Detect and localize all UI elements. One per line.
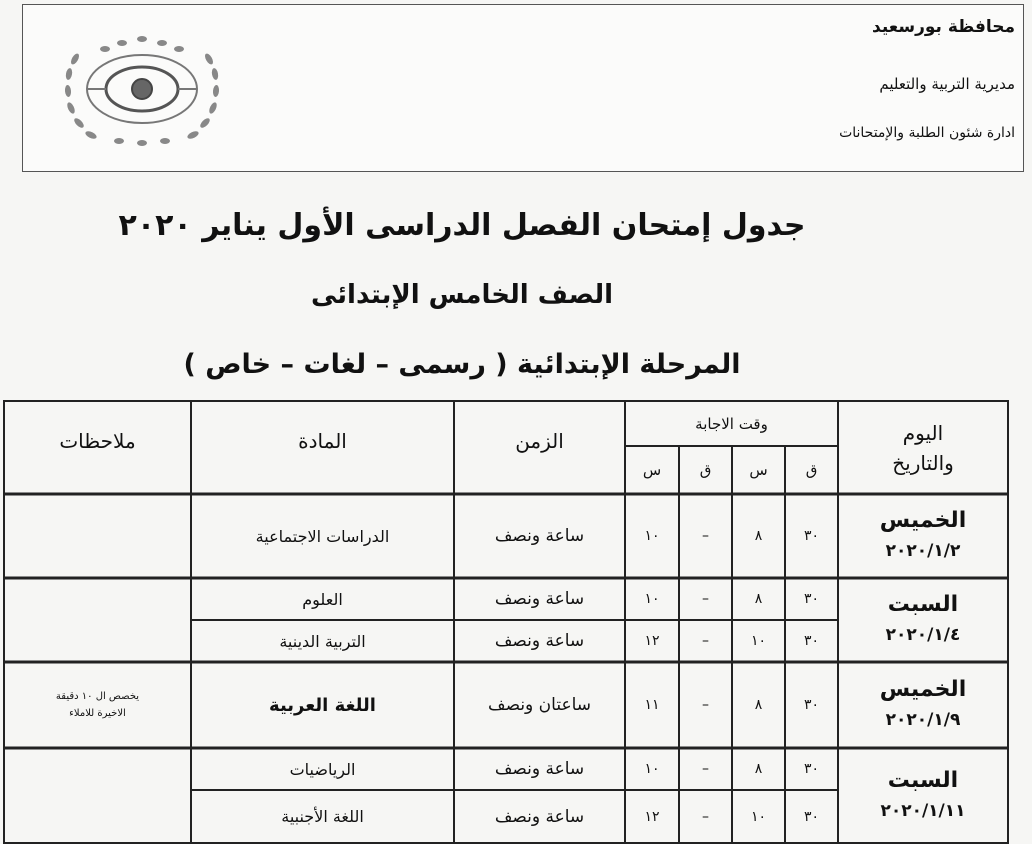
start-minute: ٣٠	[803, 761, 820, 777]
ministry-seal-icon	[47, 19, 237, 159]
end-minute: –	[702, 808, 709, 825]
day-date: ٢٠٢٠/١/٩	[885, 710, 961, 730]
note	[4, 662, 191, 748]
start-hour: ٨	[754, 761, 763, 777]
end-minute: –	[702, 591, 709, 607]
start-hour: ٨	[754, 591, 763, 607]
end-hour: ١٠	[644, 761, 660, 777]
department-name: ادارة شئون الطلبة والإمتحانات	[839, 125, 1015, 141]
header-day-date	[838, 401, 1008, 494]
header-date-label: والتاريخ	[892, 450, 954, 475]
note-line: الاخيرة للاملاء	[69, 708, 126, 719]
header-notes: ملاحظات	[59, 429, 136, 453]
start-minute: ٣٠	[803, 591, 820, 607]
start-minute: ٣٠	[803, 697, 820, 713]
subject: التربية الدينية	[279, 631, 366, 651]
start-minute: ٣٠	[803, 633, 820, 649]
subject: العلوم	[302, 589, 343, 609]
day-date: ٢٠٢٠/١/٤	[885, 625, 961, 645]
end-minute: –	[702, 761, 709, 777]
duration: ساعتان ونصف	[487, 695, 592, 715]
day-name: الخميس	[879, 677, 967, 702]
day-date: ٢٠٢٠/١/١١	[880, 800, 966, 821]
day-cell	[838, 494, 1008, 578]
duration: ساعة ونصف	[494, 589, 585, 609]
day-name: السبت	[887, 592, 959, 617]
header-day-label: اليوم	[902, 420, 944, 445]
subject: الرياضيات	[289, 759, 356, 779]
header-answer-time: وقت الاجابة	[695, 414, 768, 433]
start-hour: ٨	[754, 697, 763, 713]
start-minute: ٣٠	[803, 808, 820, 825]
stage-title: المرحلة الإبتدائية ( رسمى – لغات – خاص )	[183, 349, 741, 380]
day-name: السبت	[887, 767, 959, 793]
day-date: ٢٠٢٠/١/٢	[885, 541, 961, 561]
subject: اللغة العربية	[269, 694, 376, 716]
start-hour: ٨	[754, 528, 763, 544]
exam-schedule-table	[3, 400, 1011, 844]
start-minute: ٣٠	[803, 528, 820, 544]
subject: الدراسات الاجتماعية	[255, 526, 390, 546]
day-cell	[838, 748, 1008, 843]
day-name: الخميس	[879, 508, 967, 533]
end-hour: ١٢	[644, 633, 660, 649]
header-duration: الزمن	[515, 429, 564, 453]
duration: ساعة ونصف	[494, 631, 585, 651]
end-minute: –	[702, 528, 709, 544]
end-hour: ١٢	[644, 808, 660, 825]
end-hour: ١٠	[644, 528, 660, 544]
letterhead	[22, 4, 1024, 172]
day-cell	[838, 662, 1008, 748]
start-hour: ١٠	[750, 808, 767, 825]
end-hour: ١٠	[644, 591, 660, 607]
day-cell	[838, 578, 1008, 662]
end-minute: –	[702, 697, 709, 713]
duration: ساعة ونصف	[494, 806, 585, 827]
grade-title: الصف الخامس الإبتدائى	[310, 280, 614, 310]
note-line: يخصص ال ١٠ دقيقة	[55, 691, 140, 702]
subject: اللغة الأجنبية	[281, 807, 364, 826]
end-hour: ١١	[644, 697, 660, 713]
header-subject: المادة	[298, 429, 347, 453]
header-start-hour: س	[749, 461, 768, 479]
header-start-minute: ق	[805, 461, 818, 479]
duration: ساعة ونصف	[494, 526, 585, 546]
header-end-minute: ق	[699, 461, 712, 479]
header-end-hour: س	[642, 461, 662, 479]
duration: ساعة ونصف	[494, 759, 585, 779]
start-hour: ١٠	[750, 633, 767, 649]
page-title: جدول إمتحان الفصل الدراسى الأول يناير ٢٠٢٠	[118, 208, 806, 243]
directorate-name: مديرية التربية والتعليم	[879, 75, 1015, 93]
governorate-name: محافظة بورسعيد	[872, 17, 1015, 37]
end-minute: –	[702, 633, 709, 649]
